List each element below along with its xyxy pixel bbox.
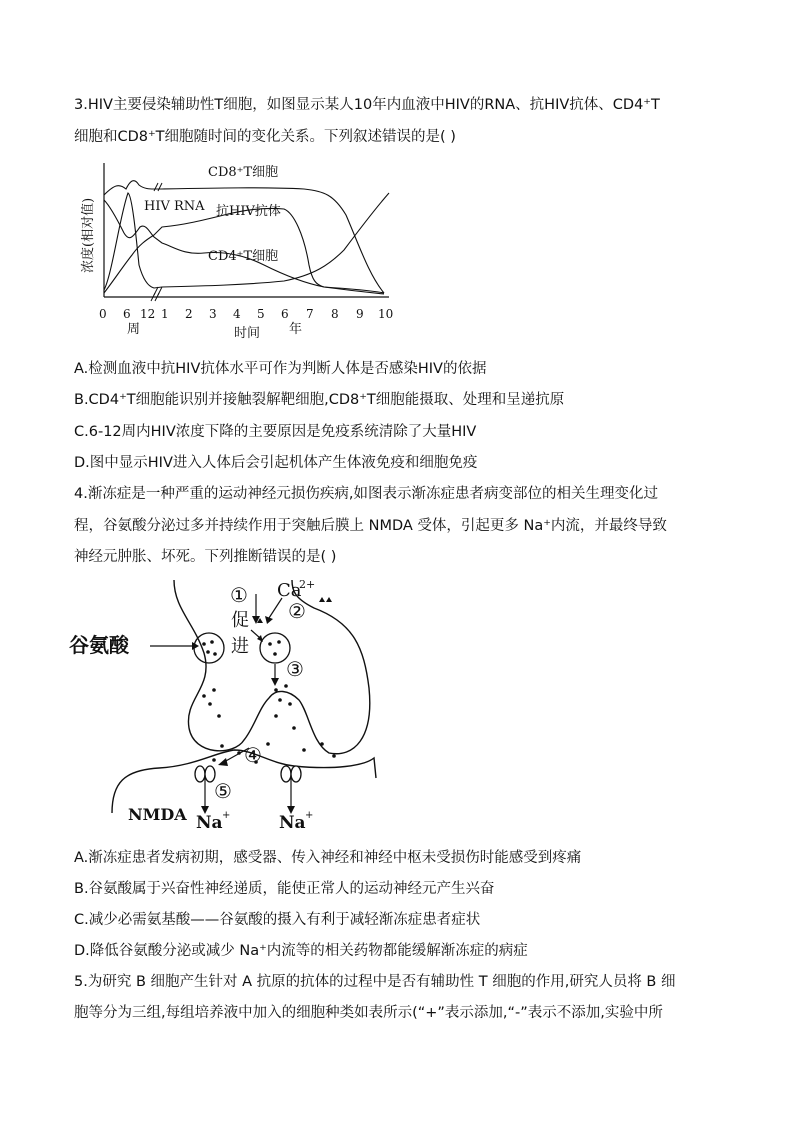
- tick-week-0: 0: [99, 307, 107, 321]
- label-antibody: 抗HIV抗体: [216, 204, 281, 219]
- ca-charge: 2+: [299, 578, 316, 591]
- q3-option-c: C.6-12周内HIV浓度下降的主要原因是免疫系统清除了大量HIV: [74, 424, 477, 440]
- tick-week-12: 12: [140, 307, 156, 321]
- ca-label: Ca: [277, 580, 302, 601]
- tick-year-5: 5: [257, 307, 265, 321]
- q4-stem-line3: 神经元肿胀、坏死。下列推断错误的是( ): [74, 549, 337, 565]
- label-cd4: CD4⁺T细胞: [208, 249, 279, 264]
- marker-4: ④: [244, 743, 262, 767]
- tick-year-6: 6: [281, 307, 289, 321]
- tick-week-6: 6: [123, 307, 131, 321]
- marker-2: ②: [288, 599, 306, 623]
- marker-3: ③: [286, 657, 304, 681]
- week-ticks: [99, 307, 155, 321]
- na-charge-left: +: [222, 810, 231, 821]
- promote-label-1: 促: [231, 610, 249, 631]
- glutamate-label: 谷氨酸: [69, 633, 129, 657]
- presynaptic-membrane: [174, 580, 370, 754]
- tick-year-4: 4: [233, 307, 241, 321]
- q4-stem-line1: 4.渐冻症是一种严重的运动神经元损伤疾病,如图表示渐冻症患者病变部位的相关生理变化过: [74, 486, 658, 502]
- tick-year-3: 3: [209, 307, 217, 321]
- q4-option-b: B.谷氨酸属于兴奋性神经递质，能使正常人的运动神经元产生兴奋: [74, 881, 495, 897]
- q5-stem-line2: 胞等分为三组,每组培养液中加入的细胞种类如表所示(“+”表示添加,“-”表示不添加,实验中所: [74, 1005, 663, 1021]
- q3-option-d: D.图中显示HIV进入人体后会引起机体产生体液免疫和细胞免疫: [74, 455, 478, 471]
- tick-year-8: 8: [331, 307, 339, 321]
- na-label-left: Na: [196, 813, 223, 833]
- label-hiv-rna: HIV RNA: [144, 199, 205, 214]
- label-cd8: CD8⁺T细胞: [208, 165, 279, 180]
- marker-5: ⑤: [214, 779, 232, 803]
- synapse-diagram: [64, 578, 394, 835]
- q3-option-a: A.检测血液中抗HIV抗体水平可作为判断人体是否感染HIV的依据: [74, 361, 487, 377]
- arrows: [150, 594, 291, 806]
- curve-cd8: [104, 181, 384, 293]
- q3-stem-line2: 细胞和CD8⁺T细胞随时间的变化关系。下列叙述错误的是( ): [74, 129, 456, 145]
- year-ticks: [161, 307, 393, 321]
- nmda-receptor: [195, 766, 301, 782]
- x-axis-label: 时间: [234, 326, 261, 341]
- year-unit: 年: [289, 322, 303, 337]
- nmda-label: NMDA: [128, 805, 187, 824]
- na-charge-right: +: [305, 810, 314, 821]
- glutamate-dots: [202, 640, 336, 764]
- hiv-concentration-chart: [81, 155, 404, 341]
- marker-1: ①: [230, 583, 248, 607]
- y-axis-label: 浓度(相对值): [81, 197, 96, 273]
- week-unit: 周: [127, 322, 141, 337]
- tick-year-10: 10: [378, 307, 394, 321]
- q4-stem-line2: 程，谷氨酸分泌过多并持续作用于突触后膜上 NMDA 受体，引起更多 Na⁺内流，并最终导致: [74, 518, 667, 534]
- promote-label-2: 进: [231, 636, 249, 657]
- synaptic-vesicle: [194, 633, 224, 663]
- tick-year-7: 7: [306, 307, 314, 321]
- q3-stem-line1: 3.HIV主要侵染辅助性T细胞，如图显示某人10年内血液中HIV的RNA、抗HIV抗体、CD4⁺T: [74, 97, 660, 113]
- q4-option-c: C.减少必需氨基酸——谷氨酸的摄入有利于减轻渐冻症患者症状: [74, 912, 481, 928]
- tick-year-2: 2: [185, 307, 193, 321]
- tick-year-1: 1: [161, 307, 169, 321]
- q5-stem-line1: 5.为研究 B 细胞产生针对 A 抗原的抗体的过程中是否有辅助性 T 细胞的作用,研究人员将 B 细: [74, 974, 676, 990]
- na-label-right: Na: [279, 813, 306, 833]
- q3-option-b: B.CD4⁺T细胞能识别并接触裂解靶细胞,CD8⁺T细胞能摄取、处理和呈递抗原: [74, 392, 565, 408]
- q4-option-d: D.降低谷氨酸分泌或减少 Na⁺内流等的相关药物都能缓解渐冻症的病症: [74, 943, 528, 959]
- q4-option-a: A.渐冻症患者发病初期，感受器、传入神经和神经中枢未受损伤时能感受到疼痛: [74, 850, 582, 866]
- tick-year-9: 9: [356, 307, 364, 321]
